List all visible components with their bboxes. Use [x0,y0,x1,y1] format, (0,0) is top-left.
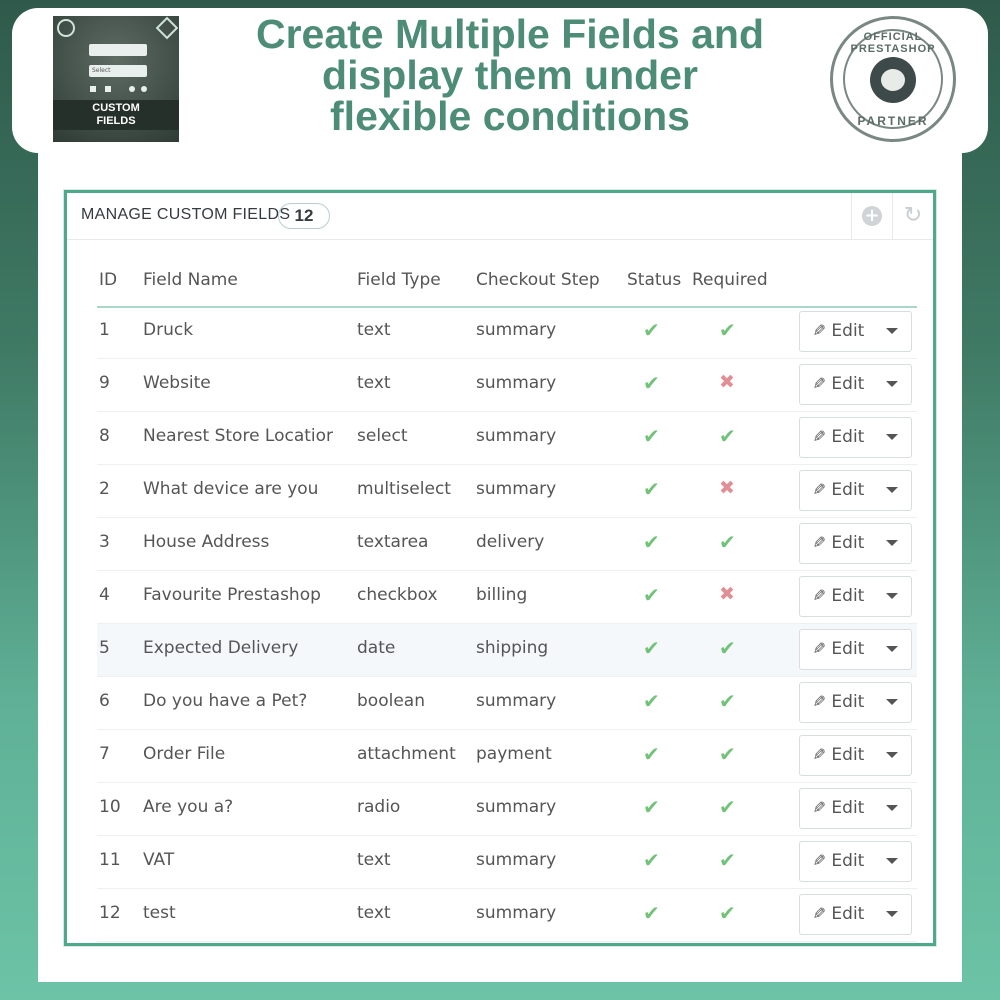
status-check-icon[interactable]: ✔ [643,371,660,395]
checkout-step: summary [476,903,557,923]
thumbnail-radio-mock [141,86,147,92]
table-row [97,518,917,571]
required-check-icon[interactable]: ✔ [719,689,736,713]
custom-fields-panel [64,190,936,946]
required-cross-icon[interactable]: ✖ [719,371,735,393]
checkout-step: shipping [476,638,549,658]
column-header-name[interactable]: Field Name [143,270,238,290]
field-type: select [357,426,408,446]
edit-label: Edit [831,745,865,765]
edit-button-group [799,841,912,882]
field-type: textarea [357,532,429,552]
field-id: 4 [99,585,110,605]
headline-line: Create Multiple Fields and [255,11,765,57]
edit-label: Edit [831,533,865,553]
thumbnail-label [53,100,179,130]
column-header-step[interactable]: Checkout Step [476,270,600,290]
column-header-status[interactable]: Status [627,270,682,290]
table-row [97,889,917,942]
checkout-step: summary [476,479,557,499]
field-type: boolean [357,691,425,711]
field-id: 11 [99,850,121,870]
edit-button[interactable] [810,480,864,500]
field-id: 2 [99,479,110,499]
caret-down-icon[interactable] [886,434,898,440]
caret-down-icon[interactable] [886,328,898,334]
column-header-type[interactable]: Field Type [357,270,441,290]
checkout-step: summary [476,691,557,711]
pencil-icon: ✎ [812,321,826,340]
pencil-icon: ✎ [812,692,826,711]
field-id: 6 [99,691,110,711]
field-name: Website [143,373,211,393]
status-check-icon[interactable]: ✔ [643,318,660,342]
field-id: 5 [99,638,110,658]
table-row [97,730,917,783]
required-check-icon[interactable]: ✔ [719,318,736,342]
badge-bottom-text: PARTNER [857,114,929,128]
field-id: 1 [99,320,110,340]
edit-button-group [799,629,912,670]
edit-label: Edit [831,321,865,341]
table-row [97,783,917,836]
field-name: House Address [143,532,270,552]
status-check-icon[interactable]: ✔ [643,477,660,501]
field-count-badge: 12 [278,203,330,229]
edit-label: Edit [831,904,865,924]
field-name: What device are you [143,479,319,499]
panel-header [67,193,933,240]
edit-label: Edit [831,639,865,659]
edit-button[interactable] [810,374,864,394]
edit-button-group [799,523,912,564]
field-type: text [357,903,391,923]
pencil-icon: ✎ [812,480,826,499]
field-name: Druck [143,320,194,340]
pencil-icon: ✎ [812,798,826,817]
field-name: Favourite Prestashop [143,585,321,605]
status-check-icon[interactable]: ✔ [643,583,660,607]
pencil-icon: ✎ [812,745,826,764]
pencil-icon: ✎ [812,374,826,393]
field-type: radio [357,797,401,817]
edit-button[interactable] [810,745,864,765]
add-circle-icon: + [862,206,882,226]
thumbnail-select-mock: Select [89,65,147,77]
field-id: 8 [99,426,110,446]
add-field-button[interactable] [851,193,892,239]
edit-button[interactable] [810,321,864,341]
edit-button-group [799,735,912,776]
field-type: attachment [357,744,456,764]
edit-label: Edit [831,692,865,712]
required-check-icon[interactable]: ✔ [719,901,736,925]
field-id: 9 [99,373,110,393]
required-cross-icon[interactable]: ✖ [719,583,735,605]
edit-button-group [799,417,912,458]
field-name: Do you have a Pet? [143,691,308,711]
badge-top-text: OFFICIAL PRESTASHOP [850,31,936,55]
edit-button[interactable] [810,533,864,553]
field-name: test [143,903,176,923]
checkout-step: summary [476,426,557,446]
field-id: 12 [99,903,121,923]
status-check-icon[interactable]: ✔ [643,848,660,872]
checkout-step: delivery [476,532,545,552]
puffin-icon [870,57,916,103]
table-row [97,624,917,677]
required-cross-icon[interactable]: ✖ [719,477,735,499]
headline [210,11,810,139]
thumbnail-checkbox-mock [105,86,111,92]
field-id: 7 [99,744,110,764]
status-check-icon[interactable]: ✔ [643,901,660,925]
edit-button[interactable] [810,851,864,871]
edit-button-group [799,311,912,352]
checkout-step: summary [476,373,557,393]
caret-down-icon[interactable] [886,699,898,705]
edit-label: Edit [831,851,865,871]
required-check-icon[interactable]: ✔ [719,530,736,554]
required-check-icon[interactable]: ✔ [719,848,736,872]
field-type: text [357,320,391,340]
headline-line: flexible conditions [330,93,690,139]
pencil-icon: ✎ [812,427,826,446]
status-check-icon[interactable]: ✔ [643,636,660,660]
product-thumbnail [53,16,179,142]
status-check-icon[interactable]: ✔ [643,689,660,713]
headline-line: display them under [322,52,698,98]
brand-icon [156,17,179,40]
pencil-icon: ✎ [812,533,826,552]
field-name: Expected Delivery [143,638,299,658]
status-check-icon[interactable]: ✔ [643,530,660,554]
table-row [97,359,917,412]
caret-down-icon[interactable] [886,805,898,811]
field-type: text [357,373,391,393]
field-type: checkbox [357,585,438,605]
field-type: multiselect [357,479,451,499]
edit-button[interactable] [810,798,864,818]
table-header [97,260,917,308]
thumbnail-label-line1: CUSTOM [92,102,140,114]
field-id: 3 [99,532,110,552]
edit-button[interactable] [810,586,864,606]
pencil-icon: ✎ [812,904,826,923]
status-check-icon[interactable]: ✔ [643,742,660,766]
edit-button[interactable] [810,427,864,447]
checkout-step: summary [476,797,557,817]
checkout-step: summary [476,850,557,870]
column-header-required[interactable]: Required [692,270,768,290]
caret-down-icon[interactable] [886,540,898,546]
partner-badge [830,16,956,142]
field-name: Are you a? [143,797,234,817]
refresh-icon: ↻ [903,203,923,228]
pencil-icon: ✎ [812,639,826,658]
required-check-icon[interactable]: ✔ [719,424,736,448]
refresh-button[interactable] [892,193,933,239]
edit-button-group [799,788,912,829]
edit-button-group [799,364,912,405]
thumbnail-label-line2: FIELDS [96,115,136,127]
caret-down-icon[interactable] [886,752,898,758]
field-id: 10 [99,797,121,817]
required-check-icon[interactable]: ✔ [719,795,736,819]
edit-label: Edit [831,427,865,447]
table-row [97,306,917,359]
column-header-id[interactable]: ID [99,270,118,290]
pencil-icon: ✎ [812,586,826,605]
thumbnail-radio-mock [129,86,135,92]
table-row [97,465,917,518]
caret-down-icon[interactable] [886,487,898,493]
field-type: text [357,850,391,870]
checkout-step: summary [476,320,557,340]
fields-table-body [97,306,917,942]
edit-button-group [799,470,912,511]
field-name: VAT [143,850,175,870]
edit-button-group [799,576,912,617]
edit-label: Edit [831,798,865,818]
table-row [97,412,917,465]
table-row [97,836,917,889]
checkout-step: billing [476,585,528,605]
field-name: Order File [143,744,226,764]
field-name: Nearest Store Locatior [143,426,334,446]
caret-down-icon[interactable] [886,858,898,864]
table-row [97,571,917,624]
edit-button-group [799,894,912,935]
caret-down-icon[interactable] [886,646,898,652]
pencil-icon: ✎ [812,851,826,870]
edit-button[interactable] [810,692,864,712]
edit-label: Edit [831,374,865,394]
edit-button[interactable] [810,904,864,924]
logo-icon [57,19,75,37]
panel-title: MANAGE CUSTOM FIELDS [81,206,291,223]
table-row [97,677,917,730]
status-check-icon[interactable]: ✔ [643,424,660,448]
edit-label: Edit [831,586,865,606]
caret-down-icon[interactable] [886,381,898,387]
checkout-step: payment [476,744,552,764]
edit-button-group [799,682,912,723]
thumbnail-checkbox-mock [90,86,96,92]
caret-down-icon[interactable] [886,911,898,917]
edit-button[interactable] [810,639,864,659]
required-check-icon[interactable]: ✔ [719,742,736,766]
status-check-icon[interactable]: ✔ [643,795,660,819]
required-check-icon[interactable]: ✔ [719,636,736,660]
field-type: date [357,638,396,658]
caret-down-icon[interactable] [886,593,898,599]
thumbnail-input-mock [89,44,147,56]
edit-label: Edit [831,480,865,500]
